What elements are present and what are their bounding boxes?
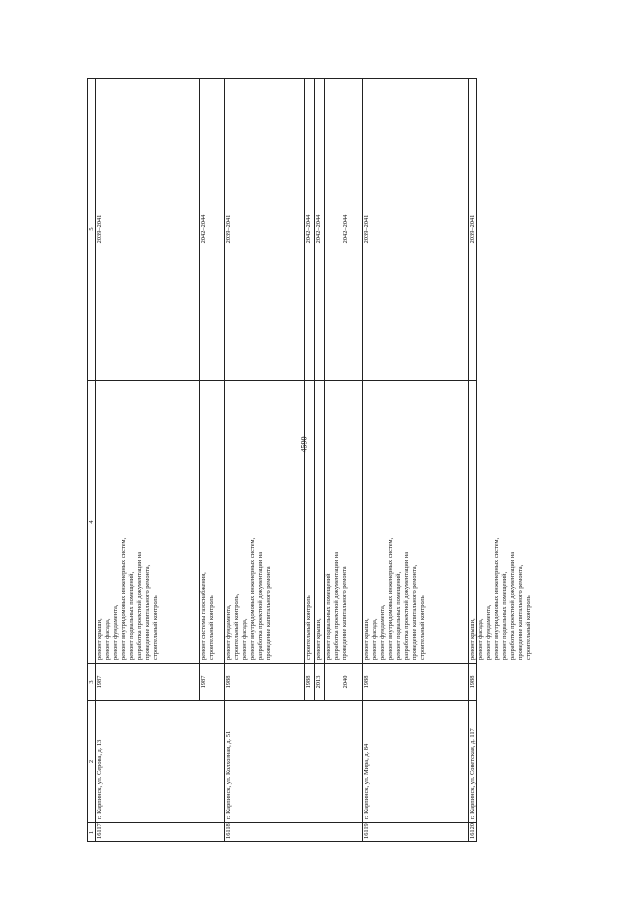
row-works bbox=[314, 381, 324, 664]
work-item: проведение капитального ремонта bbox=[341, 566, 348, 660]
row-year: 1988 bbox=[362, 664, 468, 701]
row-works bbox=[468, 381, 532, 664]
table-header-row bbox=[87, 78, 95, 842]
table-rotation-wrapper bbox=[87, 78, 532, 842]
row-year: 1988 bbox=[224, 664, 304, 701]
page-number: 4590 bbox=[299, 436, 309, 453]
table-subrow bbox=[304, 78, 314, 701]
table-row bbox=[468, 78, 532, 842]
work-item: ремонт крыши, bbox=[315, 618, 322, 660]
work-item: разработка проектной документации на bbox=[257, 551, 264, 660]
row-year: 1987 bbox=[95, 664, 199, 701]
row-period: 2042–2044 bbox=[304, 78, 314, 381]
row-period: 2039–2041 bbox=[224, 78, 304, 381]
row-year: 2013 bbox=[314, 664, 324, 701]
row-number: 16120. bbox=[469, 821, 476, 839]
row-works bbox=[224, 381, 304, 664]
work-item: разработка проектной документации на bbox=[333, 551, 340, 660]
work-item: ремонт крыши, bbox=[469, 618, 476, 660]
work-item: ремонт внутридомовых инженерных систем, bbox=[493, 537, 500, 660]
row-period: 2039–2041 bbox=[95, 78, 199, 381]
row-works bbox=[324, 381, 362, 664]
work-item: ремонт фундамента, bbox=[112, 604, 119, 660]
work-item: ремонт подвальных помещений, bbox=[395, 571, 402, 660]
row-address: г. Карпинск, ул. Советская, д. 117 bbox=[468, 701, 477, 823]
work-item: ремонт подвальных помещений, bbox=[501, 571, 508, 660]
work-item: ремонт внутридомовых инженерных систем, bbox=[387, 537, 394, 660]
work-item: ремонт системы газоснабжения, bbox=[200, 572, 207, 660]
row-number: 16119. bbox=[363, 821, 370, 839]
table-subrow bbox=[224, 78, 304, 701]
row-period: 2042–2044 bbox=[199, 78, 224, 381]
row-works bbox=[362, 381, 468, 664]
work-item: ремонт фасада, bbox=[241, 618, 248, 660]
work-item: строительный контроль bbox=[208, 595, 215, 660]
work-item: строительный контроль bbox=[152, 595, 159, 660]
row-address: г. Карпинск, ул. Колхозная, д. 51 bbox=[224, 701, 362, 823]
header-col-1: 1 bbox=[88, 830, 95, 835]
work-item: строительный контроль bbox=[419, 595, 426, 660]
work-item: ремонт крыши, bbox=[96, 618, 103, 660]
table-row bbox=[362, 78, 468, 842]
work-item: разработка проектной документации на bbox=[136, 551, 143, 660]
header-col-5: 5 bbox=[87, 78, 95, 381]
work-item: ремонт крыши, bbox=[363, 618, 370, 660]
work-item: проведение капитального ремонта, bbox=[144, 564, 151, 660]
work-item: ремонт подвальных помещений bbox=[325, 573, 332, 660]
capital-repair-table bbox=[87, 78, 532, 842]
work-item: ремонт внутридомовых инженерных систем, bbox=[120, 537, 127, 660]
row-address: г. Карпинск, ул. Серова, д. 13 bbox=[95, 701, 224, 823]
row-period: 2039–2041 bbox=[468, 78, 477, 381]
row-works bbox=[304, 381, 314, 664]
row-works bbox=[199, 381, 224, 664]
row-period: 2042–2044 bbox=[314, 78, 324, 381]
header-col-2: 2 bbox=[87, 701, 95, 823]
table-subrow bbox=[199, 78, 224, 701]
table-subrow bbox=[324, 78, 362, 701]
work-item: ремонт внутридомовых инженерных систем, bbox=[249, 537, 256, 660]
work-item: строительный контроль bbox=[525, 595, 532, 660]
work-item: разработка проектной документации на bbox=[509, 551, 516, 660]
work-item: ремонт фундамента, bbox=[225, 604, 232, 660]
header-col-4: 4 bbox=[87, 381, 95, 664]
row-year: 1988 bbox=[468, 664, 477, 701]
row-period: 2039–2041 bbox=[362, 78, 468, 381]
work-item: ремонт фасада, bbox=[104, 618, 111, 660]
work-item: ремонт подвальных помещений, bbox=[128, 571, 135, 660]
work-item: проведение капитального ремонта bbox=[265, 566, 272, 660]
row-address: г. Карпинск, ул. Мира, д. 84 bbox=[362, 701, 468, 823]
row-year: 1987 bbox=[199, 664, 224, 701]
work-item: ремонт фундамента, bbox=[485, 604, 492, 660]
work-item: ремонт фасада, bbox=[371, 618, 378, 660]
row-year: 2040 bbox=[324, 664, 362, 701]
row-number: 16118. bbox=[225, 821, 232, 839]
work-item: ремонт фундамента, bbox=[379, 604, 386, 660]
table-subrow bbox=[95, 78, 199, 701]
row-year: 1988 bbox=[304, 664, 314, 701]
work-item: проведение капитального ремонта, bbox=[517, 564, 524, 660]
work-item: ремонт фасада, bbox=[477, 618, 484, 660]
work-item: строительный контроль, bbox=[233, 593, 240, 660]
work-item: строительный контроль bbox=[305, 595, 312, 660]
row-number: 16117. bbox=[96, 821, 103, 839]
row-works bbox=[95, 381, 199, 664]
work-item: проведение капитального ремонта, bbox=[411, 564, 418, 660]
header-col-3: 3 bbox=[87, 664, 95, 701]
table-subrow bbox=[314, 78, 324, 701]
row-period: 2042–2044 bbox=[324, 78, 362, 381]
work-item: разработка проектной документации на bbox=[403, 551, 410, 660]
